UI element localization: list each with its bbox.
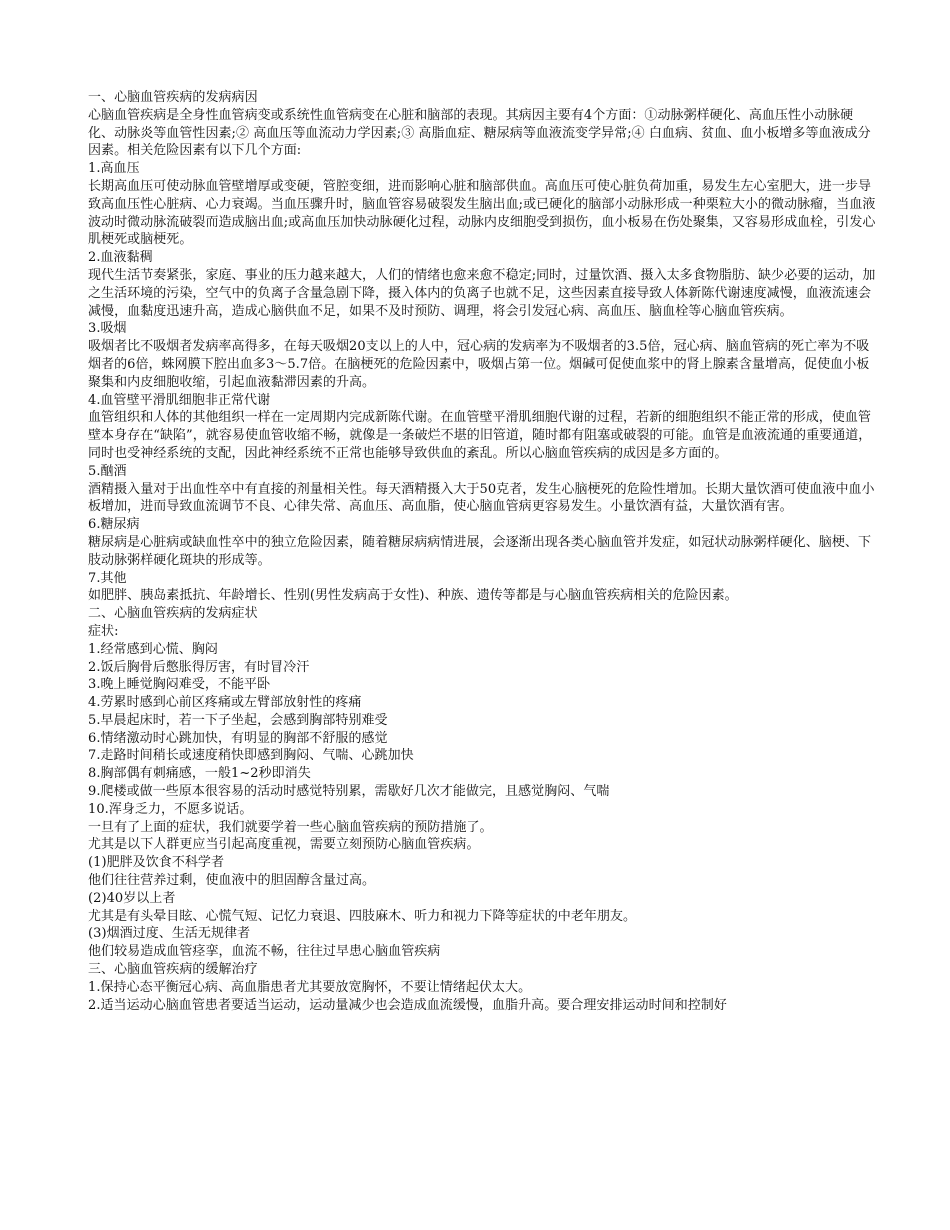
document-paragraph: 二、心脑血管疾病的发病症状 <box>88 606 258 622</box>
document-paragraph: 吸烟者比不吸烟者发病率高得多，在每天吸烟20支以上的人中，冠心病的发病率为不吸烟者的3.5倍，冠心病、脑血管病的死亡率为不吸烟者的6倍，蛛网膜下腔出血多3～5.7倍。在脑梗死的危险因素中，吸烟占第一位。烟碱可促使血浆中的肾上腺素含量增高，促使血小板聚集和内皮细胞收缩，引起血液黏滞因素的升高。 <box>88 339 870 390</box>
document-paragraph: 6.糖尿病 <box>88 517 140 533</box>
document-paragraph: 长期高血压可使动脉血管壁增厚或变硬，管腔变细，进而影响心脏和脑部供血。高血压可使心脏负荷加重，易发生左心室肥大，进一步导致高血压性心脏病、心力衰竭。当血压骤升时，脑血管容易破裂发生脑出血;或已硬化的脑部小动脉形成一种栗粒大小的微动脉瘤，当血液波动时微动脉流破裂而造成脑出血;或高血压加快动脉硬化过程，动脉内皮细胞受到损伤，血小板易在伤处聚集，又容易形成血栓，引发心肌梗死或脑梗死。 <box>88 178 876 248</box>
document-paragraph: 7.其他 <box>88 570 127 586</box>
document-paragraph: 酒精摄入量对于出血性卒中有直接的剂量相关性。每天酒精摄入大于50克者，发生心脑梗死的危险性增加。长期大量饮酒可使血液中血小板增加，进而导致血流调节不良、心律失常、高血压、高血脂，使心脑血管病更容易发生。小量饮酒有益，大量饮酒有害。 <box>88 481 875 515</box>
document-paragraph: 8.胸部偶有刺痛感，一般1~2秒即消失 <box>88 766 311 782</box>
document-paragraph: 4.劳累时感到心前区疼痛或左臂部放射性的疼痛 <box>88 695 362 711</box>
document-paragraph: 3.晚上睡觉胸闷难受，不能平卧 <box>88 677 271 693</box>
document-paragraph: 血管组织和人体的其他组织一样在一定周期内完成新陈代谢。在血管壁平滑肌细胞代谢的过程，若新的细胞组织不能正常的形成，使血管壁本身存在“缺陷”，就容易使血管收缩不畅，就像是一条破烂不堪的旧管道，随时都有阻塞或破裂的可能。血管是血液流通的重要通道，同时也受神经系统的支配，因此神经系统不正常也能够导致供血的紊乱。所以心脑血管疾病的成因是多方面的。 <box>88 410 872 461</box>
document-paragraph: 1.保持心态平衡冠心病、高血脂患者尤其要放宽胸怀，不要让情绪起伏太大。 <box>88 979 532 995</box>
section-heading: 三、心脑血管疾病的缓解治疗 <box>88 962 258 978</box>
section-heading: 如肥胖、胰岛素抵抗、年龄增长、性别(男性发病高于女性)、种族、遗传等都是与心脑血管疾病相关的危险因素。 <box>88 588 738 604</box>
document-body <box>88 89 878 1014</box>
document-paragraph: 一旦有了上面的症状，我们就要学着一些心脑血管疾病的预防措施了。 <box>88 819 493 835</box>
document-paragraph: (1)肥胖及饮食不科学者 <box>88 855 225 871</box>
document-paragraph: 6.情绪激动时心跳加快，有明显的胸部不舒服的感觉 <box>88 730 388 746</box>
document-paragraph: 9.爬楼或做一些原本很容易的活动时感觉特别累，需歇好几次才能做完，且感觉胸闷、气喘 <box>88 784 610 800</box>
document-paragraph: (3)烟酒过度、生活无规律者 <box>88 926 251 942</box>
document-paragraph: 5.酗酒 <box>88 463 127 479</box>
document-paragraph: 他们往往营养过剩，使血液中的胆固醇含量过高。 <box>88 873 376 889</box>
document-paragraph: 4.血管壁平滑肌细胞非正常代谢 <box>88 392 271 408</box>
document-paragraph: 心脑血管疾病是全身性血管病变或系统性血管病变在心脏和脑部的表现。其病因主要有4个方面：①动脉粥样硬化、高血压性小动脉硬化、动脉炎等血管性因素;② 高血压等血流动力学因素;③ 高脂血症、糖尿病等血液流变学异常;④ 白血病、贫血、血小板增多等血液成分因素。相关危险因素有以下几个方面: <box>88 107 871 159</box>
document-paragraph: 现代生活节奏紧张，家庭、事业的压力越来越大，人们的情绪也愈来愈不稳定;同时，过量饮酒、摄入太多食物脂肪、缺少必要的运动，加之生活环境的污染，空气中的负离子含量急剧下降，摄入体内的负离子也就不足，这些因素直接导致人体新陈代谢速度减慢，血液流速会减慢，血黏度迅速升高，造成心脑供血不足，如果不及时预防、调理，将会引发冠心病、高血压、脑血栓等心脑血管疾病。 <box>88 267 876 319</box>
document-paragraph: 尤其是以下人群更应当引起高度重视，需要立刻预防心脑血管疾病。 <box>88 837 480 853</box>
document-paragraph: 7.走路时间稍长或速度稍快即感到胸闷、气喘、心跳加快 <box>88 748 414 764</box>
document-paragraph: (2)40岁以上者 <box>88 890 176 906</box>
document-paragraph: 2.血液黏稠 <box>88 250 153 266</box>
document-paragraph: 3.吸烟 <box>88 321 127 337</box>
document-paragraph: 1.高血压 <box>88 161 140 177</box>
section-heading: 一、心脑血管疾病的发病病因 <box>88 90 258 105</box>
document-paragraph: 他们较易造成血管痉挛，血流不畅，往往过早患心脑血管疾病 <box>88 944 441 960</box>
document-paragraph: 5.早晨起床时，若一下子坐起，会感到胸部特别难受 <box>88 712 388 728</box>
document-paragraph: 尤其是有头晕目眩、心慌气短、记忆力衰退、四肢麻木、听力和视力下降等症状的中老年朋友。 <box>88 908 637 924</box>
document-paragraph: 1.经常感到心慌、胸闷 <box>88 641 218 657</box>
document-paragraph: 2.适当运动心脑血管患者要适当运动，运动量减少也会造成血流缓慢，血脂升高。要合理安排运动时间和控制好 <box>88 997 727 1013</box>
document-paragraph: 10.浑身乏力，不愿多说话。 <box>88 801 253 817</box>
document-paragraph: 糖尿病是心脏病或缺血性卒中的独立危险因素，随着糖尿病病情进展，会逐渐出现各类心脑血管并发症，如冠状动脉粥样硬化、脑梗、下肢动脉粥样硬化斑块的形成等。 <box>88 534 872 568</box>
document-paragraph: 症状: <box>88 623 119 639</box>
document-paragraph: 2.饭后胸骨后憋胀得厉害，有时冒冷汗 <box>88 659 310 675</box>
